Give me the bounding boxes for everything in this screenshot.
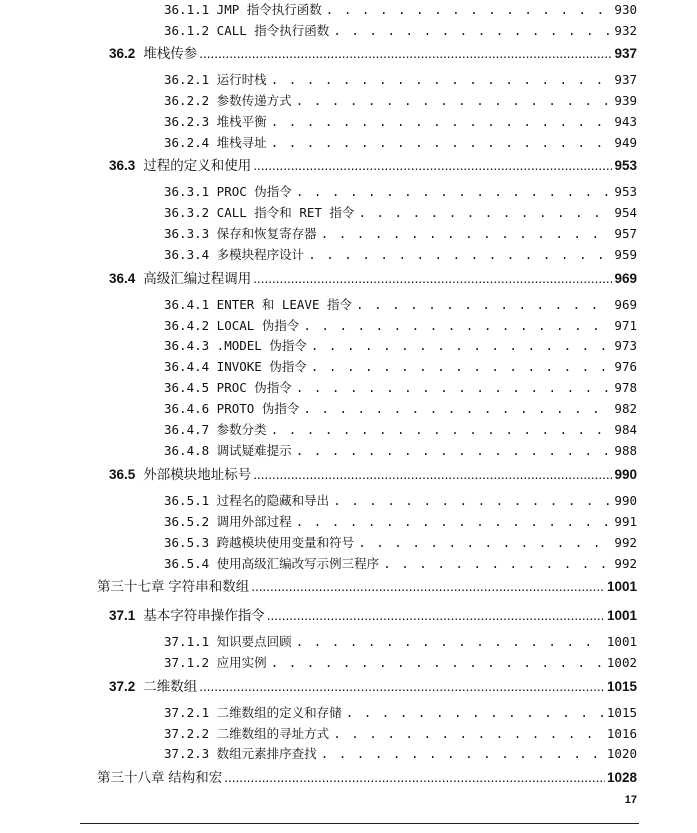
toc-label bbox=[109, 463, 251, 483]
toc-label: 37.2.3 数组元素排序查找 bbox=[164, 746, 317, 761]
toc-page: 954 bbox=[614, 205, 637, 220]
leader-dots bbox=[308, 247, 610, 262]
toc-page: 959 bbox=[614, 247, 637, 262]
toc-entry[interactable] bbox=[164, 441, 637, 461]
toc-entry[interactable] bbox=[164, 420, 637, 440]
leader-dots bbox=[333, 23, 610, 38]
leader-dots bbox=[383, 556, 610, 571]
toc-label: 36.2.4 堆栈寻址 bbox=[164, 135, 267, 150]
leader-dots bbox=[296, 634, 603, 649]
toc-entry[interactable] bbox=[164, 512, 637, 532]
toc-page: 976 bbox=[614, 359, 637, 374]
toc-page: 991 bbox=[614, 514, 637, 529]
toc-entry[interactable] bbox=[164, 357, 637, 377]
toc-label: 36.5.4 使用高级汇编改写示例三程序 bbox=[164, 556, 380, 571]
section-title: 外部模块地址标号 bbox=[143, 467, 252, 482]
toc-section[interactable] bbox=[109, 154, 637, 176]
section-number: 37.1 bbox=[109, 608, 136, 623]
toc-label: 36.4.1 ENTER 和 LEAVE 指令 bbox=[164, 297, 353, 312]
section-number: 37.2 bbox=[109, 679, 136, 694]
toc-section[interactable] bbox=[109, 604, 637, 626]
toc-page: 971 bbox=[614, 318, 637, 333]
section-number: 36.4 bbox=[109, 271, 136, 286]
toc-entry[interactable] bbox=[164, 70, 637, 90]
toc-page: 990 bbox=[614, 493, 637, 508]
toc-chapter[interactable] bbox=[97, 575, 637, 597]
toc-entry[interactable] bbox=[164, 724, 637, 744]
leader-dots bbox=[251, 579, 605, 594]
toc-label: 37.2.1 二维数组的定义和存储 bbox=[164, 705, 342, 720]
leader-dots bbox=[296, 514, 611, 529]
leader-dots bbox=[296, 93, 611, 108]
leader-dots bbox=[346, 705, 603, 720]
toc-entry[interactable] bbox=[164, 21, 637, 41]
leader-dots bbox=[303, 318, 610, 333]
toc-page: 957 bbox=[614, 226, 637, 241]
toc-label: 37.2.2 二维数组的寻址方式 bbox=[164, 726, 330, 741]
toc-entry[interactable] bbox=[164, 653, 637, 673]
leader-dots bbox=[199, 679, 605, 694]
toc-page: 1015 bbox=[606, 705, 637, 720]
toc-page: 1015 bbox=[606, 679, 637, 694]
leader-dots bbox=[296, 184, 611, 199]
toc-label bbox=[109, 267, 251, 287]
leader-dots bbox=[271, 655, 603, 670]
chapter-title: 第三十七章 字符串和数组 bbox=[97, 579, 250, 594]
leader-dots bbox=[311, 338, 611, 353]
toc-page: 1002 bbox=[606, 655, 637, 670]
toc-section[interactable] bbox=[109, 463, 637, 485]
toc-entry[interactable] bbox=[164, 182, 637, 202]
toc-page: 1001 bbox=[606, 579, 637, 594]
toc-label: 36.4.7 参数分类 bbox=[164, 422, 267, 437]
toc-page: 930 bbox=[614, 2, 637, 17]
toc-entry[interactable] bbox=[164, 91, 637, 111]
toc-label bbox=[109, 154, 251, 174]
leader-dots bbox=[358, 535, 610, 550]
toc-label: 36.2.3 堆栈平衡 bbox=[164, 114, 267, 129]
section-number: 36.5 bbox=[109, 467, 136, 482]
toc-entry[interactable] bbox=[164, 336, 637, 356]
toc-page: 988 bbox=[614, 443, 637, 458]
toc-label: 36.4.3 .MODEL 伪指令 bbox=[164, 338, 307, 353]
leader-dots bbox=[296, 443, 611, 458]
toc-label: 36.2.2 参数传递方式 bbox=[164, 93, 292, 108]
toc-label bbox=[109, 675, 197, 695]
toc-page: 1001 bbox=[606, 608, 637, 623]
toc-label: 36.5.2 调用外部过程 bbox=[164, 514, 292, 529]
toc-entry[interactable] bbox=[164, 491, 637, 511]
toc-section[interactable] bbox=[109, 42, 637, 64]
toc-chapter[interactable] bbox=[97, 766, 637, 788]
toc-page: 1020 bbox=[606, 746, 637, 761]
leader-dots bbox=[267, 608, 605, 623]
leader-dots bbox=[271, 422, 611, 437]
leader-dots bbox=[253, 467, 612, 482]
toc-page: 969 bbox=[614, 271, 637, 286]
leader-dots bbox=[321, 226, 611, 241]
leader-dots bbox=[303, 401, 610, 416]
toc-page: 982 bbox=[614, 401, 637, 416]
toc-label: 36.5.1 过程名的隐藏和导出 bbox=[164, 493, 330, 508]
toc-entry[interactable] bbox=[164, 245, 637, 265]
toc-entry[interactable] bbox=[164, 533, 637, 553]
toc-page: 1028 bbox=[606, 770, 637, 785]
toc-entry[interactable] bbox=[164, 133, 637, 153]
toc-page: 943 bbox=[614, 114, 637, 129]
toc-page: 953 bbox=[614, 184, 637, 199]
section-title: 过程的定义和使用 bbox=[143, 158, 252, 173]
leader-dots bbox=[333, 726, 603, 741]
leader-dots bbox=[224, 770, 605, 785]
toc-label: 37.1.2 应用实例 bbox=[164, 655, 267, 670]
toc-entry[interactable] bbox=[164, 399, 637, 419]
toc-entry[interactable] bbox=[164, 632, 637, 652]
toc-entry[interactable] bbox=[164, 295, 637, 315]
toc-entry[interactable] bbox=[164, 378, 637, 398]
toc-page: 984 bbox=[614, 422, 637, 437]
toc-entry[interactable] bbox=[164, 554, 637, 574]
toc-entry[interactable] bbox=[164, 0, 637, 20]
section-number: 36.3 bbox=[109, 158, 136, 173]
leader-dots bbox=[326, 2, 611, 17]
toc-entry[interactable] bbox=[164, 224, 637, 244]
chapter-title: 第三十八章 结构和宏 bbox=[97, 770, 223, 785]
toc-entry[interactable] bbox=[164, 316, 637, 336]
leader-dots bbox=[271, 135, 611, 150]
section-number: 36.2 bbox=[109, 46, 136, 61]
toc-page: 953 bbox=[614, 158, 637, 173]
toc-label: 36.4.2 LOCAL 伪指令 bbox=[164, 318, 300, 333]
toc-page: 969 bbox=[614, 297, 637, 312]
leader-dots bbox=[358, 205, 610, 220]
toc-label: 36.4.8 调试疑难提示 bbox=[164, 443, 292, 458]
toc-label bbox=[109, 604, 265, 624]
toc-label: 36.2.1 运行时栈 bbox=[164, 72, 267, 87]
toc-page: 973 bbox=[614, 338, 637, 353]
toc-page: 949 bbox=[614, 135, 637, 150]
toc-label: 36.4.4 INVOKE 伪指令 bbox=[164, 359, 307, 374]
toc-section[interactable] bbox=[109, 267, 637, 289]
leader-dots bbox=[271, 72, 611, 87]
toc-label: 36.5.3 跨越模块使用变量和符号 bbox=[164, 535, 355, 550]
toc-page: 992 bbox=[614, 556, 637, 571]
toc-page: 1016 bbox=[606, 726, 637, 741]
toc-section[interactable] bbox=[109, 675, 637, 697]
toc-entry[interactable] bbox=[164, 703, 637, 723]
toc-label: 36.4.6 PROTO 伪指令 bbox=[164, 401, 300, 416]
section-title: 基本字符串操作指令 bbox=[143, 608, 265, 623]
toc-entry[interactable] bbox=[164, 203, 637, 223]
toc-entry[interactable] bbox=[164, 112, 637, 132]
section-title: 堆栈传参 bbox=[143, 46, 198, 61]
toc-label bbox=[109, 42, 197, 62]
leader-dots bbox=[253, 271, 612, 286]
toc-page: 990 bbox=[614, 467, 637, 482]
leader-dots bbox=[199, 46, 612, 61]
toc-page: 1001 bbox=[606, 634, 637, 649]
toc-label: 37.1.1 知识要点回顾 bbox=[164, 634, 292, 649]
toc-label: 36.3.1 PROC 伪指令 bbox=[164, 184, 292, 199]
toc-page: 978 bbox=[614, 380, 637, 395]
toc-label: 36.3.2 CALL 指令和 RET 指令 bbox=[164, 205, 355, 220]
toc-page: 937 bbox=[614, 46, 637, 61]
leader-dots bbox=[253, 158, 612, 173]
leader-dots bbox=[311, 359, 611, 374]
footer-rule bbox=[80, 823, 639, 824]
toc-page: 932 bbox=[614, 23, 637, 38]
toc-entry[interactable] bbox=[164, 744, 637, 764]
toc-label: 36.4.5 PROC 伪指令 bbox=[164, 380, 292, 395]
toc-page: 992 bbox=[614, 535, 637, 550]
leader-dots bbox=[356, 297, 610, 312]
leader-dots bbox=[333, 493, 610, 508]
section-title: 二维数组 bbox=[143, 679, 198, 694]
toc-page: 939 bbox=[614, 93, 637, 108]
toc-label: 36.1.1 JMP 指令执行函数 bbox=[164, 2, 322, 17]
leader-dots bbox=[271, 114, 611, 129]
page-number: 17 bbox=[624, 794, 637, 806]
toc-label: 36.1.2 CALL 指令执行函数 bbox=[164, 23, 330, 38]
toc-label: 36.3.3 保存和恢复寄存器 bbox=[164, 226, 317, 241]
leader-dots bbox=[321, 746, 603, 761]
leader-dots bbox=[296, 380, 611, 395]
toc-label: 36.3.4 多模块程序设计 bbox=[164, 247, 305, 262]
toc-page: 937 bbox=[614, 72, 637, 87]
section-title: 高级汇编过程调用 bbox=[143, 271, 252, 286]
